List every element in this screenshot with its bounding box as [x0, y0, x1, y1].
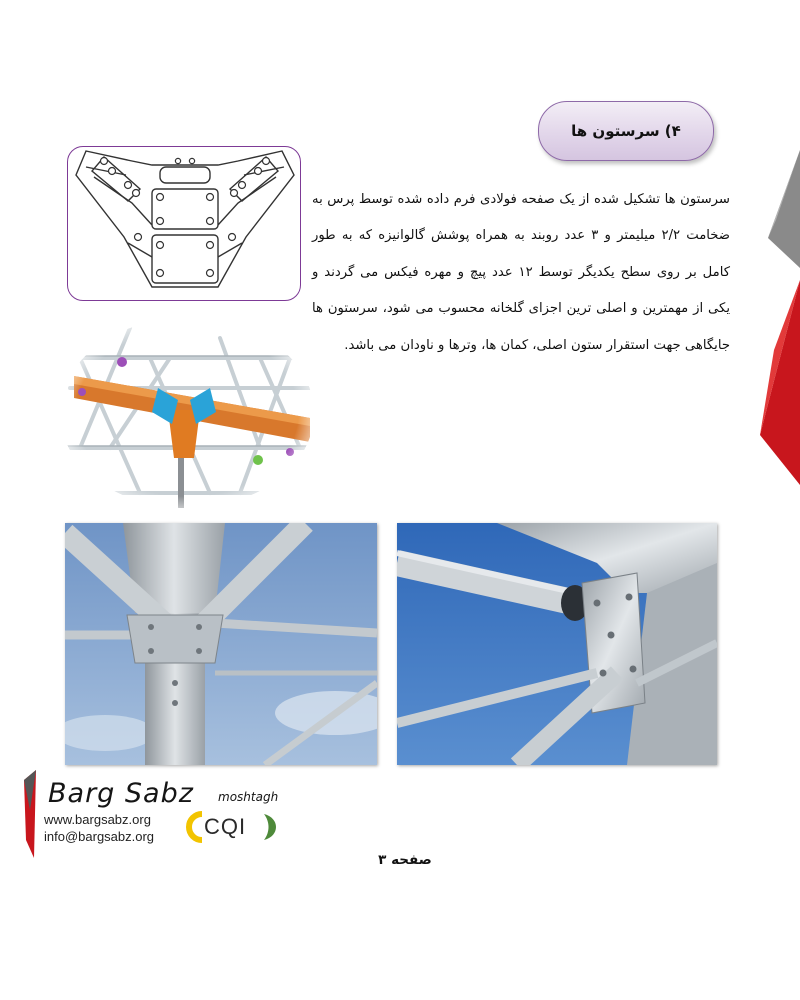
column-head-photo-angle: [397, 523, 717, 765]
render-vignette: [60, 318, 314, 508]
edge-ribbon-decoration: [760, 150, 800, 490]
section-heading: ۴) سرستون ها: [571, 122, 681, 140]
cqi-certification-logo: [184, 810, 284, 844]
column-head-photo-front: [65, 523, 377, 765]
page-number: صفحه ۳: [378, 852, 432, 868]
brand-suffix: moshtagh: [218, 790, 279, 804]
brand-footer: [22, 770, 322, 860]
email-link[interactable]: info@bargsabz.org: [44, 829, 155, 844]
column-head-photo-angle-icon: [397, 523, 717, 765]
section-heading-badge: [538, 101, 714, 161]
column-head-drawing-icon: [68, 147, 300, 300]
website-link[interactable]: www.bargsabz.org: [44, 812, 151, 827]
brand-name: Barg Sabz: [48, 778, 194, 809]
body-paragraph: سرستون ها تشکیل شده از یک صفحه فولادی فرم داده شده توسط پرس به ضخامت ۲/۲ میلیمتر و ۳ عدد روبند به همراه پوشش گالوانیزه که به طور کامل بر روی سطح یکدیگر توسط ۱۲ عدد پیچ و مهره فیکس می گردند و یکی از مهمترین و اصلی ترین اجزای گلخانه محسوب می شود، سرستون ها جایگاهی جهت استقرار ستون اصلی، کمان ها، وترها و ناودان می باشد.: [312, 192, 731, 353]
column-head-drawing: [67, 146, 301, 301]
cqi-text: CQI: [204, 814, 247, 839]
column-head-render: [60, 318, 314, 508]
column-head-photo-front-icon: [65, 523, 377, 765]
brand-leaf-icon: [22, 770, 44, 858]
